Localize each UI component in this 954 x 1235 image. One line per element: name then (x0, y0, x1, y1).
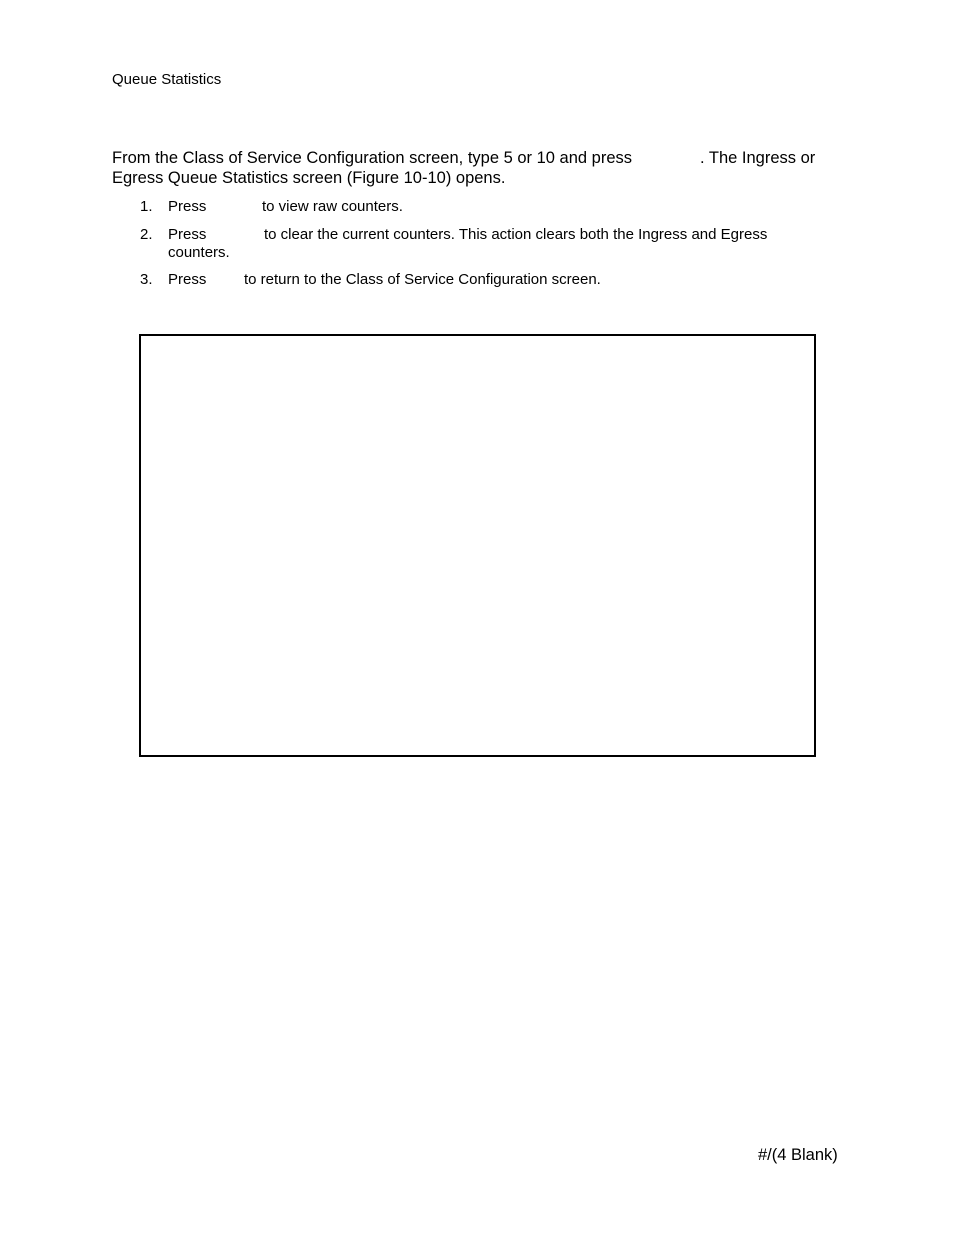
step-number: 3. (140, 271, 153, 288)
step-text: to view raw counters. (262, 198, 403, 215)
intro-line-2-text: Egress Queue Statistics screen (Figure 10-10) opens. (112, 169, 506, 187)
step-text-continued: counters. (168, 244, 230, 261)
figure-placeholder-box (139, 334, 816, 757)
step-number: 1. (140, 198, 153, 215)
step-press-label: Press (168, 271, 207, 288)
intro-paragraph (112, 148, 832, 188)
step-press-label: Press (168, 226, 207, 243)
step-text: to clear the current counters. This action clears both the Ingress and Egress (264, 226, 768, 243)
step-press-label: Press (168, 198, 207, 215)
intro-line-1-start: From the Class of Service Configuration screen, type 5 or 10 and press (112, 149, 632, 167)
page-header-title: Queue Statistics (112, 71, 222, 88)
intro-line-1 (112, 148, 832, 168)
step-text: to return to the Class of Service Configuration screen. (244, 271, 601, 288)
intro-line-1-end: . The Ingress or (700, 149, 816, 167)
intro-line-2 (112, 168, 832, 188)
step-number: 2. (140, 226, 153, 243)
page-footer-label: #/(4 Blank) (758, 1146, 838, 1164)
